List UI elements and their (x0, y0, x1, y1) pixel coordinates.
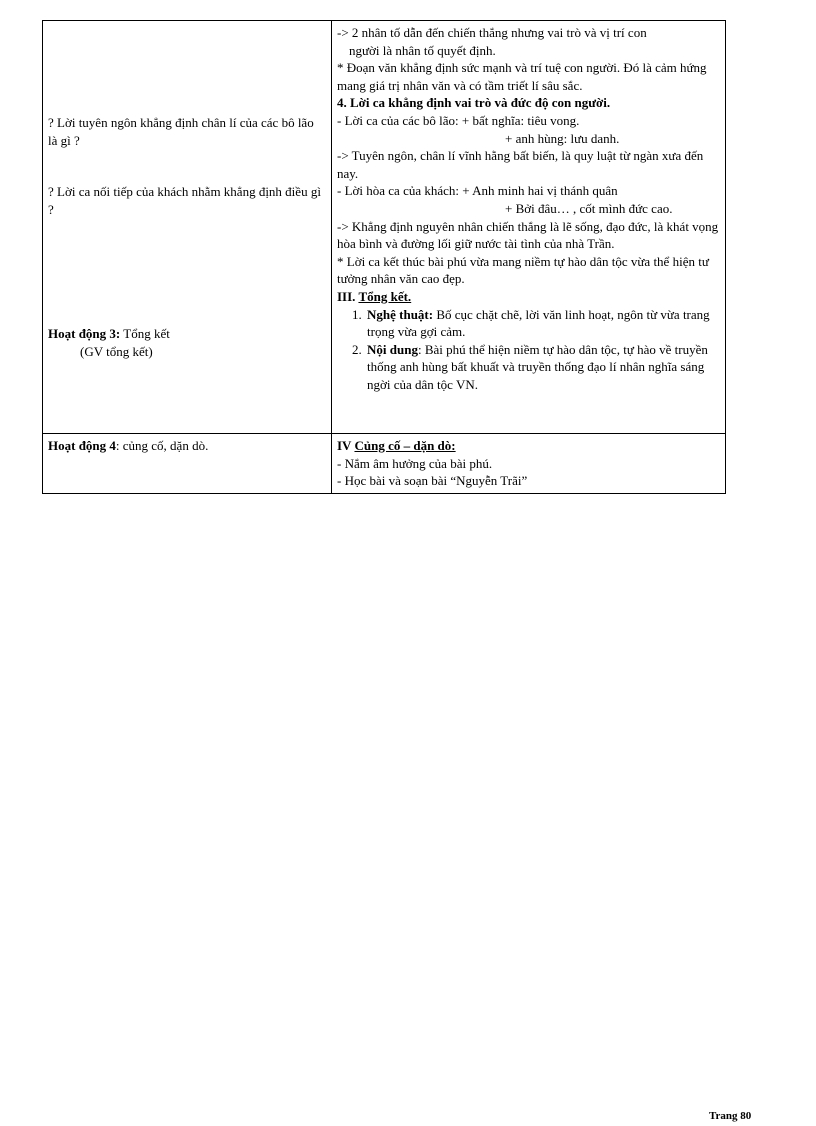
activity-3-label: Hoạt động 3: (48, 326, 121, 341)
content-line: - Lời hòa ca của khách: + Anh minh hai vị thánh quân (337, 183, 618, 199)
section-3-title: Tổng kết. (358, 288, 412, 304)
list-item-text: : Bài phú thể hiện niềm tự hào dân tộc, tự hào về truyền thống anh hùng bất khuất và truyền thống đạo lí nhân nghĩa sáng ngời của dân tộc VN. (367, 341, 708, 392)
list-item-label: Nghệ thuật: (367, 306, 434, 322)
list-item (365, 341, 720, 394)
activity-cell (43, 434, 332, 494)
content-paragraph: * Lời ca kết thúc bài phú vừa mang niềm tự hào dân tộc vừa thể hiện tư tưởng nhân văn cao đẹp. (337, 253, 709, 287)
activity-3-text: Tổng kết (120, 326, 170, 341)
table-row (43, 21, 726, 434)
section-3-number: III. (337, 288, 359, 304)
list-item (365, 306, 720, 341)
content-cell (332, 21, 726, 434)
activity-3-sub: (GV tổng kết) (80, 344, 153, 359)
content-line: + Bởi đâu… , cốt mình đức cao. (505, 200, 673, 216)
content-line: -> 2 nhân tố dẫn đến chiến thắng nhưng vai trò và vị trí con (337, 25, 647, 40)
activity-4-label: Hoạt động 4 (48, 438, 116, 453)
section-number: IV (337, 438, 355, 453)
question-2: ? Lời ca nối tiếp của khách nhằm khẳng định điều gì ? (48, 184, 321, 217)
table-row (43, 434, 726, 494)
content-paragraph: -> Tuyên ngôn, chân lí vĩnh hằng bất biến, là quy luật từ ngàn xưa đến nay. (337, 148, 704, 181)
content-line: - Nắm âm hưởng của bài phú. (337, 455, 493, 471)
summary-list (337, 306, 720, 394)
content-line: - Lời ca của các bô lão: + bất nghĩa: tiêu vong. (337, 112, 580, 128)
content-cell (332, 434, 726, 494)
content-paragraph: * Đoạn văn khẳng định sức mạnh và trí tuệ con người. Đó là cảm hứng mang giá trị nhân văn và có tầm triết lí sâu sắc. (337, 60, 707, 93)
question-1: ? Lời tuyên ngôn khẳng định chân lí của các bô lão là gì ? (48, 115, 314, 148)
section-4-review-heading (337, 437, 720, 455)
content-line: + anh hùng: lưu danh. (505, 130, 620, 146)
section-title: Củng cố – dặn dò: (354, 438, 456, 453)
section-3-heading (337, 288, 720, 306)
activity-cell (43, 21, 332, 434)
content-line: - Học bài và soạn bài “Nguyễn Trãi” (337, 473, 528, 489)
content-line: người là nhân tố quyết định. (349, 42, 496, 58)
activity-cell-content (48, 24, 326, 430)
activity-3-heading (48, 325, 326, 343)
lesson-table (42, 20, 726, 494)
list-item-label: Nội dung (367, 341, 418, 357)
page-number: Trang 80 (709, 1110, 752, 1122)
section-4-heading: 4. Lời ca khẳng định vai trò và đức độ con người. (337, 95, 611, 111)
activity-4-text: : củng cố, dặn dò. (115, 438, 209, 453)
list-item-text: Bố cục chặt chẽ, lời văn linh hoạt, ngôn từ vừa trang trọng vừa gợi cảm. (367, 306, 710, 340)
content-paragraph: -> Khẳng định nguyên nhân chiến thắng là lẽ sống, đạo đức, là khát vọng hòa bình và đường lối giữ nước tài tình của nhà Trần. (337, 218, 719, 252)
